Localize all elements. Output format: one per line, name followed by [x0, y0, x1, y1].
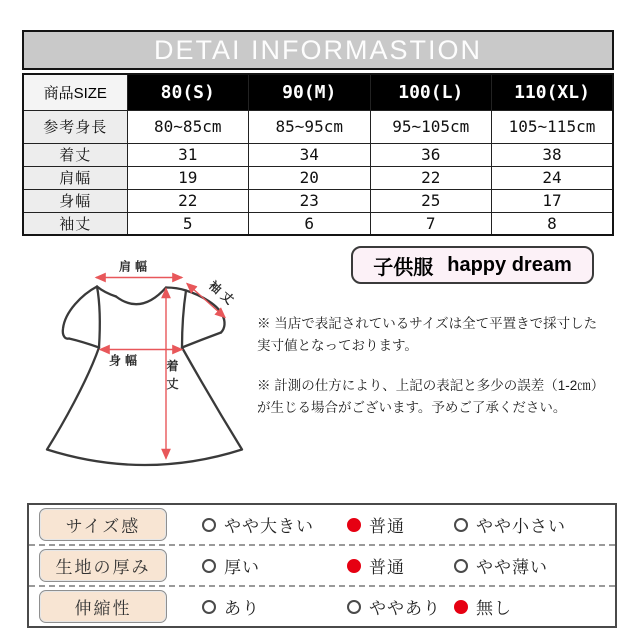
radio-marker — [347, 600, 361, 614]
spec-label-chip: サイズ感 — [39, 508, 167, 541]
radio-marker — [454, 600, 468, 614]
size-column-80s: 80(S) — [127, 74, 249, 110]
detail-information-banner — [22, 30, 614, 70]
spec-option-label: 普通 — [369, 558, 405, 577]
table-cell: 19 — [127, 166, 249, 189]
spec-option-label: やや大きい — [224, 517, 314, 536]
spec-option-label: やや小さい — [476, 517, 566, 536]
size-table — [22, 73, 614, 236]
table-cell: 8 — [492, 212, 614, 235]
radio-marker — [454, 518, 468, 532]
radio-marker — [202, 559, 216, 573]
spec-row-fabric-thickness — [29, 544, 615, 585]
spec-option — [454, 553, 615, 578]
table-cell: 80~85cm — [127, 110, 249, 143]
radio-marker — [347, 518, 361, 532]
spec-option-label: 無し — [476, 599, 512, 618]
spec-option-label: あり — [224, 599, 260, 618]
note-flat-measurement — [257, 313, 637, 356]
dress-outline-drawing — [47, 287, 242, 466]
row-label-height: 参考身長 — [23, 110, 127, 143]
spec-option — [202, 553, 347, 578]
radio-marker — [347, 559, 361, 573]
spec-option — [202, 594, 347, 619]
table-cell: 38 — [492, 143, 614, 166]
spec-option — [454, 512, 615, 537]
measurement-notes — [257, 313, 637, 437]
note-tolerance — [257, 375, 637, 418]
spec-options — [202, 512, 615, 537]
table-cell: 25 — [370, 189, 492, 212]
table-cell: 95~105cm — [370, 110, 492, 143]
size-column-110xl: 110(XL) — [492, 74, 614, 110]
note-line: ※ 当店で表記されているサイズは全て平置きで採寸した — [257, 316, 598, 331]
spec-option — [347, 512, 454, 537]
table-cell: 31 — [127, 143, 249, 166]
table-cell: 22 — [370, 166, 492, 189]
table-cell: 17 — [492, 189, 614, 212]
banner-title: DETAI INFORMASTION — [153, 34, 482, 65]
table-cell: 5 — [127, 212, 249, 235]
row-label-shoulder: 肩幅 — [23, 166, 127, 189]
table-cell: 20 — [249, 166, 371, 189]
radio-marker — [454, 559, 468, 573]
table-cell: 22 — [127, 189, 249, 212]
row-label-bodywidth: 身幅 — [23, 189, 127, 212]
size-column-90m: 90(M) — [249, 74, 371, 110]
shoulder-width-label: 肩幅 — [118, 259, 152, 274]
table-cell: 7 — [370, 212, 492, 235]
table-cell: 36 — [370, 143, 492, 166]
note-line: 実寸値となっております。 — [257, 337, 418, 353]
row-label-sleeve: 袖丈 — [23, 212, 127, 235]
table-cell: 85~95cm — [249, 110, 371, 143]
radio-marker — [202, 518, 216, 532]
dress-measurement-diagram — [30, 252, 260, 480]
garment-length-label: 着丈 — [165, 359, 179, 396]
table-cell: 6 — [249, 212, 371, 235]
body-width-label: 身幅 — [108, 353, 142, 368]
spec-option — [347, 594, 454, 619]
table-cell: 23 — [249, 189, 371, 212]
table-row — [23, 212, 613, 235]
table-row — [23, 143, 613, 166]
size-column-100l: 100(L) — [370, 74, 492, 110]
table-row — [23, 110, 613, 143]
table-cell: 105~115cm — [492, 110, 614, 143]
spec-option-label: 厚い — [224, 558, 260, 577]
size-table-header-row — [23, 74, 613, 110]
spec-options — [202, 553, 615, 578]
spec-option — [202, 512, 347, 537]
brand-jp-label: 子供服 — [373, 256, 434, 279]
spec-option-label: やや薄い — [476, 558, 548, 577]
table-row — [23, 166, 613, 189]
size-table-header-label: 商品SIZE — [23, 74, 127, 110]
spec-option — [347, 553, 454, 578]
spec-option-label: ややあり — [369, 599, 441, 618]
radio-marker — [202, 600, 216, 614]
row-label-length: 着丈 — [23, 143, 127, 166]
note-line: ※ 計測の仕方により、上記の表記と多少の誤差（1-2㎝） — [257, 378, 605, 394]
spec-label-chip: 伸縮性 — [39, 590, 167, 623]
spec-row-stretch — [29, 585, 615, 626]
sleeve-length-label: 袖丈 — [206, 278, 240, 310]
spec-table — [27, 503, 617, 628]
table-row — [23, 189, 613, 212]
brand-en-label: happy dream — [447, 253, 572, 276]
brand-badge — [351, 246, 594, 284]
spec-row-size-feel — [29, 505, 615, 544]
table-cell: 34 — [249, 143, 371, 166]
spec-label-chip: 生地の厚み — [39, 549, 167, 582]
spec-options — [202, 594, 615, 619]
note-line: が生じる場合がございます。予めご了承ください。 — [257, 399, 567, 415]
spec-option-label: 普通 — [369, 517, 405, 536]
spec-option — [454, 594, 615, 619]
table-cell: 24 — [492, 166, 614, 189]
measurement-arrows — [96, 278, 225, 459]
